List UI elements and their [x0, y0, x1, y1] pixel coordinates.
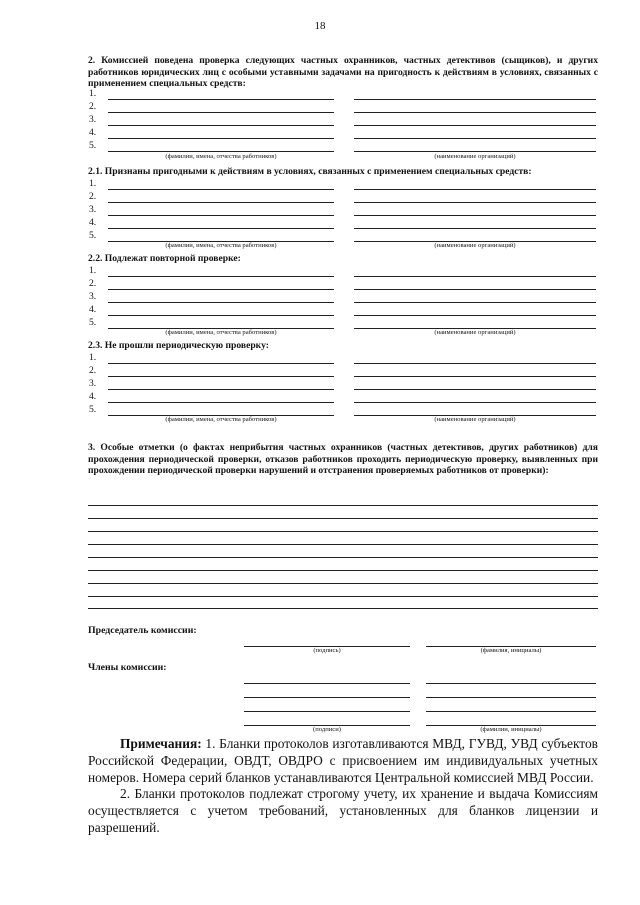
org-line[interactable] [354, 402, 596, 403]
org-line[interactable] [354, 376, 596, 377]
notes-line[interactable] [88, 583, 598, 584]
notes-line[interactable] [88, 557, 598, 558]
name-line[interactable] [108, 376, 334, 377]
notes-section [88, 736, 598, 837]
note-1 [88, 736, 598, 786]
row-number: 1. [89, 88, 97, 99]
row-number: 3. [89, 114, 97, 125]
caption-orgs: (наименование организаций) [434, 416, 516, 423]
members-sign-caption: (подписи) [313, 726, 341, 733]
caption-orgs: (наименование организаций) [434, 329, 516, 336]
chairman-name-caption: (фамилия, инициалы) [480, 647, 542, 654]
chairman-label: Председатель комиссии: [88, 625, 197, 636]
member-signature-line[interactable] [244, 697, 410, 698]
row-number: 1. [89, 178, 97, 189]
section-2-2-heading: 2.2. Подлежат повторной проверке: [88, 253, 241, 264]
name-line[interactable] [108, 302, 334, 303]
name-line[interactable] [108, 189, 334, 190]
name-line[interactable] [108, 99, 334, 100]
section-2-text: 2. Комиссией поведена проверка следующих частных охранников, частных детективов (сыщиков), и других работников юридических лиц с особыми уставными задачами на пригодность к действиям в условиях, связанных с применением специальных средств: [88, 55, 598, 90]
notes-line[interactable] [88, 596, 598, 597]
caption-names: (фамилии, имена, отчества работников) [165, 242, 277, 249]
org-line[interactable] [354, 276, 596, 277]
name-line[interactable] [108, 289, 334, 290]
name-line[interactable] [108, 138, 334, 139]
row-number: 5. [89, 404, 97, 415]
name-line[interactable] [108, 151, 334, 152]
name-line[interactable] [108, 363, 334, 364]
org-line[interactable] [354, 315, 596, 316]
member-signature-line[interactable] [244, 683, 410, 684]
note-2: 2. Бланки протоколов подлежат строгому учету, их хранение и выдача Комиссиям осуществляется с учетом требований, установленных для бланков лицензии и разрешений. [88, 786, 598, 835]
row-number: 1. [89, 352, 97, 363]
row-number: 2. [89, 101, 97, 112]
org-line[interactable] [354, 151, 596, 152]
page-number: 18 [314, 20, 326, 32]
row-number: 2. [89, 278, 97, 289]
name-line[interactable] [108, 125, 334, 126]
note-1-text: 1. Бланки протоколов изготавливаются МВД, ГУВД, УВД субъектов Российской Федерации, ОВДТ, ОВДРО с присвоением им индивидуальных учетных номеров. Номера серий бланков устанавливаются Центральной комиссией МВД России. [88, 736, 598, 785]
row-number: 4. [89, 391, 97, 402]
org-line[interactable] [354, 125, 596, 126]
row-number: 3. [89, 204, 97, 215]
org-line[interactable] [354, 363, 596, 364]
org-line[interactable] [354, 189, 596, 190]
notes-line[interactable] [88, 505, 598, 506]
row-number: 4. [89, 127, 97, 138]
caption-names: (фамилии, имена, отчества работников) [165, 416, 277, 423]
row-number: 4. [89, 304, 97, 315]
row-number: 4. [89, 217, 97, 228]
name-line[interactable] [108, 215, 334, 216]
row-number: 5. [89, 230, 97, 241]
section-2-3-heading: 2.3. Не прошли периодическую проверку: [88, 340, 269, 351]
notes-line[interactable] [88, 570, 598, 571]
row-number: 5. [89, 317, 97, 328]
section-2-1-heading: 2.1. Признаны пригодными к действиям в условиях, связанных с применением специальных средств: [88, 166, 532, 177]
org-line[interactable] [354, 215, 596, 216]
notes-line[interactable] [88, 531, 598, 532]
notes-line[interactable] [88, 544, 598, 545]
members-name-caption: (фамилии, инициалы) [480, 726, 542, 733]
org-line[interactable] [354, 228, 596, 229]
row-number: 5. [89, 140, 97, 151]
notes-label: Примечания: [120, 736, 202, 751]
name-line[interactable] [108, 389, 334, 390]
member-name-line[interactable] [426, 683, 596, 684]
org-line[interactable] [354, 138, 596, 139]
org-line[interactable] [354, 389, 596, 390]
member-name-line[interactable] [426, 711, 596, 712]
member-signature-line[interactable] [244, 711, 410, 712]
row-number: 3. [89, 291, 97, 302]
caption-names: (фамилии, имена, отчества работников) [165, 329, 277, 336]
org-line[interactable] [354, 112, 596, 113]
row-number: 2. [89, 191, 97, 202]
members-label: Члены комиссии: [88, 662, 167, 673]
row-number: 1. [89, 265, 97, 276]
name-line[interactable] [108, 112, 334, 113]
chairman-sign-caption: (подпись) [313, 647, 341, 654]
caption-orgs: (наименование организаций) [434, 242, 516, 249]
org-line[interactable] [354, 99, 596, 100]
org-line[interactable] [354, 202, 596, 203]
name-line[interactable] [108, 402, 334, 403]
name-line[interactable] [108, 276, 334, 277]
notes-line[interactable] [88, 518, 598, 519]
name-line[interactable] [108, 202, 334, 203]
name-line[interactable] [108, 228, 334, 229]
section-3-text: 3. Особые отметки (о фактах неприбытия частных охранников (частных детективов, других работников) для прохождения периодической проверки, отказов работников проходить периодическую проверку, выявленных при прохождении периодической проверки нарушений и отстранения проверяемых работников от проверки): [88, 442, 598, 477]
row-number: 2. [89, 365, 97, 376]
org-line[interactable] [354, 302, 596, 303]
notes-line[interactable] [88, 608, 598, 609]
row-number: 3. [89, 378, 97, 389]
name-line[interactable] [108, 315, 334, 316]
org-line[interactable] [354, 289, 596, 290]
caption-names: (фамилии, имена, отчества работников) [165, 153, 277, 160]
member-name-line[interactable] [426, 697, 596, 698]
caption-orgs: (наименование организаций) [434, 153, 516, 160]
